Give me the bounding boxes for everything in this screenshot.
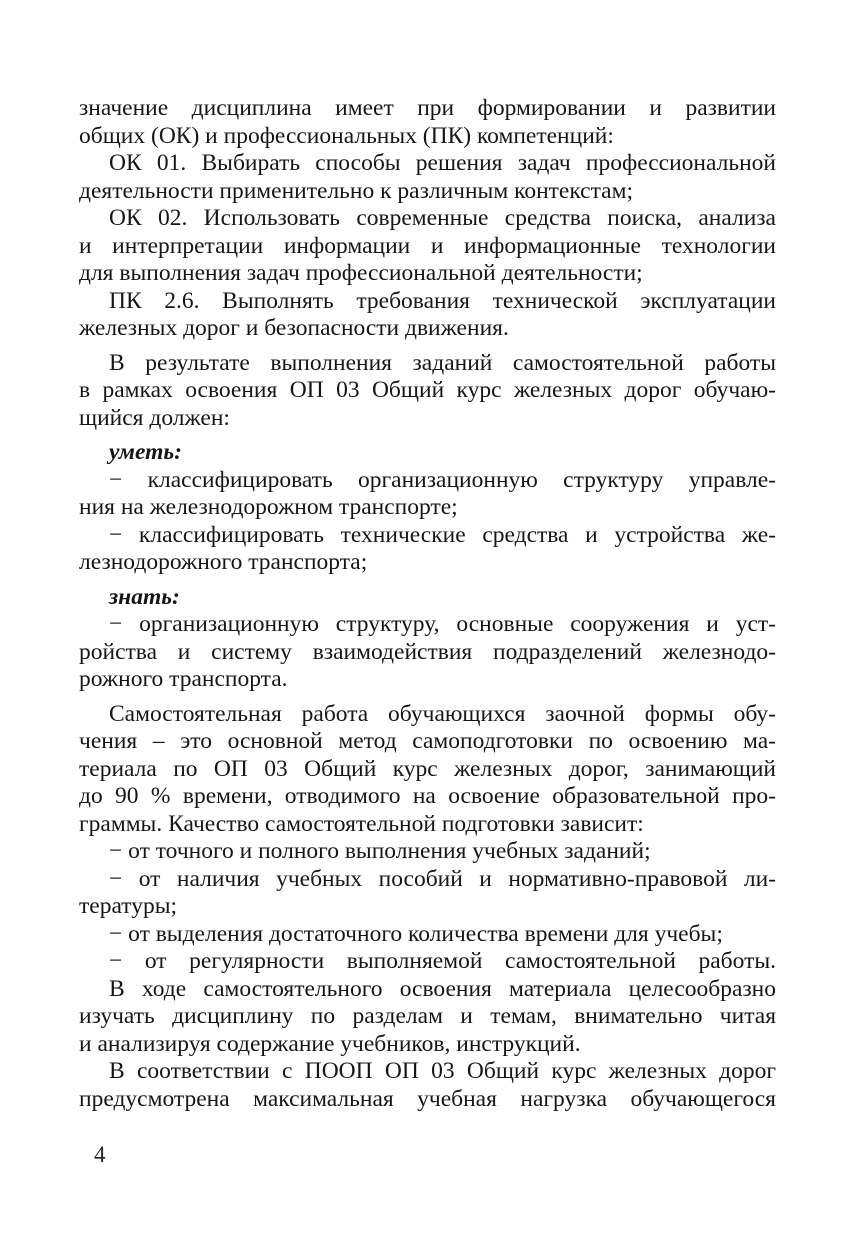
- text-line: ОК 02. Использовать современные средства поиска, анализа: [109, 205, 776, 231]
- paragraph: [79, 95, 776, 150]
- text-line: для выполнения задач профессиональной деятельности;: [79, 260, 643, 286]
- text-line: лезнодорожного транспорта;: [79, 549, 368, 575]
- text-line: до 90 % времени, отводимого на освоение образовательной про-: [79, 783, 776, 809]
- text-line: железных дорог и безопасности движения.: [79, 315, 509, 341]
- page-number: 4: [94, 1142, 106, 1167]
- text-line: − организационную структуру, основные сооружения и уст-: [109, 611, 776, 637]
- text-line: ния на железнодорожном транспорте;: [79, 494, 458, 520]
- text-line: − от точного и полного выполнения учебных заданий;: [109, 838, 651, 864]
- text-line: щийся должен:: [79, 404, 230, 431]
- text-line: знать:: [109, 583, 180, 610]
- text-line: ройства и систему взаимодействия подразделений железнодо-: [79, 638, 776, 665]
- text-line: − классифицировать организационную структуру управле-: [109, 466, 776, 493]
- paragraph: [79, 948, 776, 976]
- paragraph: [79, 288, 776, 343]
- paragraph: [79, 921, 776, 949]
- text-line: ОК 01. Выбирать способы решения задач профессиональной: [109, 150, 776, 176]
- text-line: рожного транспорта.: [79, 666, 288, 692]
- text-line: и интерпретации информации и информационные технологии: [79, 232, 776, 259]
- paragraph: [79, 467, 776, 522]
- paragraph: [79, 350, 776, 433]
- paragraph: [79, 976, 776, 1059]
- text-line: предусмотрена максимальная учебная нагрузка обучающегося: [79, 1085, 776, 1112]
- paragraph: [79, 150, 776, 205]
- text-line: деятельности применительно к различным контекстам;: [79, 177, 633, 204]
- text-line: значение дисциплина имеет при формировании и развитии: [79, 95, 776, 121]
- paragraph: [79, 701, 776, 839]
- paragraph: [79, 838, 776, 866]
- text-line: Самостоятельная работа обучающихся заочной формы обу-: [109, 700, 776, 727]
- text-line: тературы;: [79, 893, 178, 919]
- text-line: В соответствии с ПООП ОП 03 Общий курс железных дорог: [109, 1058, 776, 1084]
- paragraph: [79, 205, 776, 288]
- text-line: в рамках освоения ОП 03 Общий курс железных дорог обучаю-: [79, 377, 776, 403]
- text-line: − от регулярности выполняемой самостоятельной работы.: [109, 948, 776, 974]
- paragraph: [79, 522, 776, 577]
- text-line: граммы. Качество самостоятельной подготовки зависит:: [79, 810, 644, 837]
- text-line: и анализируя содержание учебников, инструкций.: [79, 1030, 581, 1057]
- text-line: уметь:: [109, 439, 182, 465]
- text-line: В ходе самостоятельного освоения материала целесообразно: [109, 975, 776, 1002]
- paragraph: [79, 439, 776, 467]
- text-line: чения – это основной метод самоподготовки по освоению ма-: [79, 728, 776, 754]
- text-line: териала по ОП 03 Общий курс железных дорог, занимающий: [79, 755, 776, 782]
- paragraph: [79, 866, 776, 921]
- text-line: общих (ОК) и профессиональных (ПК) компетенций:: [79, 122, 614, 149]
- text-line: − классифицировать технические средства и устройства же-: [109, 521, 776, 548]
- paragraph: [79, 584, 776, 612]
- text-line: В результате выполнения заданий самостоятельной работы: [109, 349, 776, 376]
- paragraph: [79, 1058, 776, 1113]
- text-block: [79, 95, 776, 1113]
- text-line: − от выделения достаточного количества времени для учебы;: [109, 920, 723, 947]
- text-line: − от наличия учебных пособий и нормативно-правовой ли-: [109, 865, 776, 892]
- text-line: ПК 2.6. Выполнять требования технической эксплуатации: [109, 287, 776, 314]
- paragraph: [79, 611, 776, 694]
- text-line: изучать дисциплину по разделам и темам, внимательно читая: [79, 1003, 776, 1029]
